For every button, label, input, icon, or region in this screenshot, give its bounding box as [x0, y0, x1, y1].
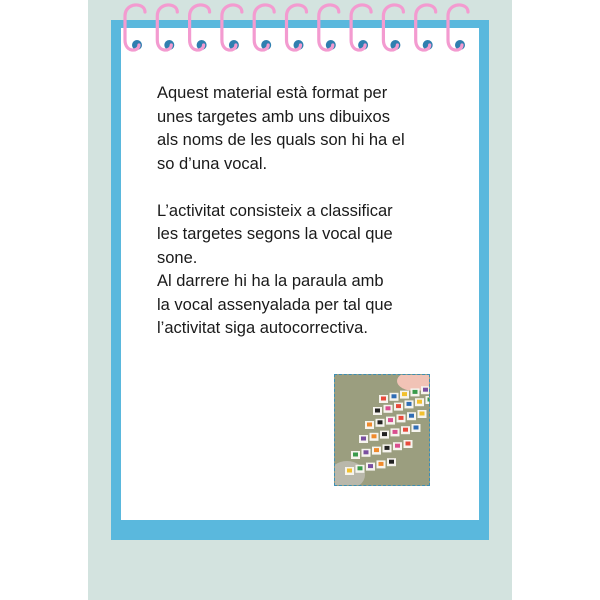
activity-cards-photo-icon	[335, 375, 430, 486]
photo-card-drawing	[417, 400, 422, 404]
paragraph-material	[157, 82, 457, 176]
photo-card-drawing	[423, 388, 428, 392]
photo-card-drawing	[388, 418, 393, 422]
photo-card-drawing	[364, 450, 369, 454]
paragraph-activity	[157, 200, 457, 341]
photo-card-drawing	[382, 432, 387, 436]
photo-card-drawing	[385, 446, 390, 450]
photo-card-drawing	[402, 392, 407, 396]
text-line: L’activitat consisteix a classificar	[157, 201, 393, 220]
text-line: als noms de les quals son hi ha el	[157, 131, 405, 149]
photo-card-drawing	[379, 462, 384, 466]
photo-card-drawing	[347, 469, 352, 473]
text-line: la vocal assenyalada per tal que	[157, 295, 393, 314]
photo-card-drawing	[413, 390, 418, 394]
photo-card-drawing	[409, 414, 414, 418]
photo-card-drawing	[378, 420, 383, 424]
spiral-binding-icon	[0, 0, 600, 60]
text-line: l’activitat siga autocorrectiva.	[157, 319, 368, 337]
photo-card-drawing	[392, 394, 397, 398]
photo-card-drawing	[428, 398, 431, 402]
photo-card-drawing	[368, 464, 373, 468]
text-line: unes targetes amb uns dibuixos	[157, 107, 390, 126]
photo-card-drawing	[361, 437, 366, 441]
photo-card-drawing	[403, 428, 408, 432]
photo-card-drawing	[396, 404, 401, 408]
photo-card-drawing	[375, 409, 380, 413]
photo-card-drawing	[393, 430, 398, 434]
photo-card-drawing	[381, 397, 386, 401]
text-line: so d’una vocal.	[157, 154, 268, 173]
photo-card-drawing	[414, 426, 419, 430]
description-text	[157, 82, 457, 341]
photo-card-drawing	[372, 434, 377, 438]
activity-photo	[334, 374, 430, 486]
text-line: les targetes segons la vocal que	[157, 225, 393, 243]
photo-card-drawing	[367, 423, 372, 427]
photo-card-drawing	[386, 406, 391, 410]
photo-card-drawing	[407, 402, 412, 406]
text-line: Aquest material està format per	[157, 84, 388, 102]
photo-card-drawing	[358, 466, 363, 470]
photo-card-drawing	[374, 448, 379, 452]
photo-card-drawing	[395, 444, 400, 448]
photo-card-drawing	[406, 442, 411, 446]
photo-card-drawing	[353, 453, 358, 457]
text-line: sone.	[157, 248, 198, 267]
text-line: Al darrere hi ha la paraula amb	[157, 272, 384, 290]
photo-card-drawing	[420, 412, 425, 416]
photo-card-drawing	[389, 460, 394, 464]
photo-card-drawing	[399, 416, 404, 420]
